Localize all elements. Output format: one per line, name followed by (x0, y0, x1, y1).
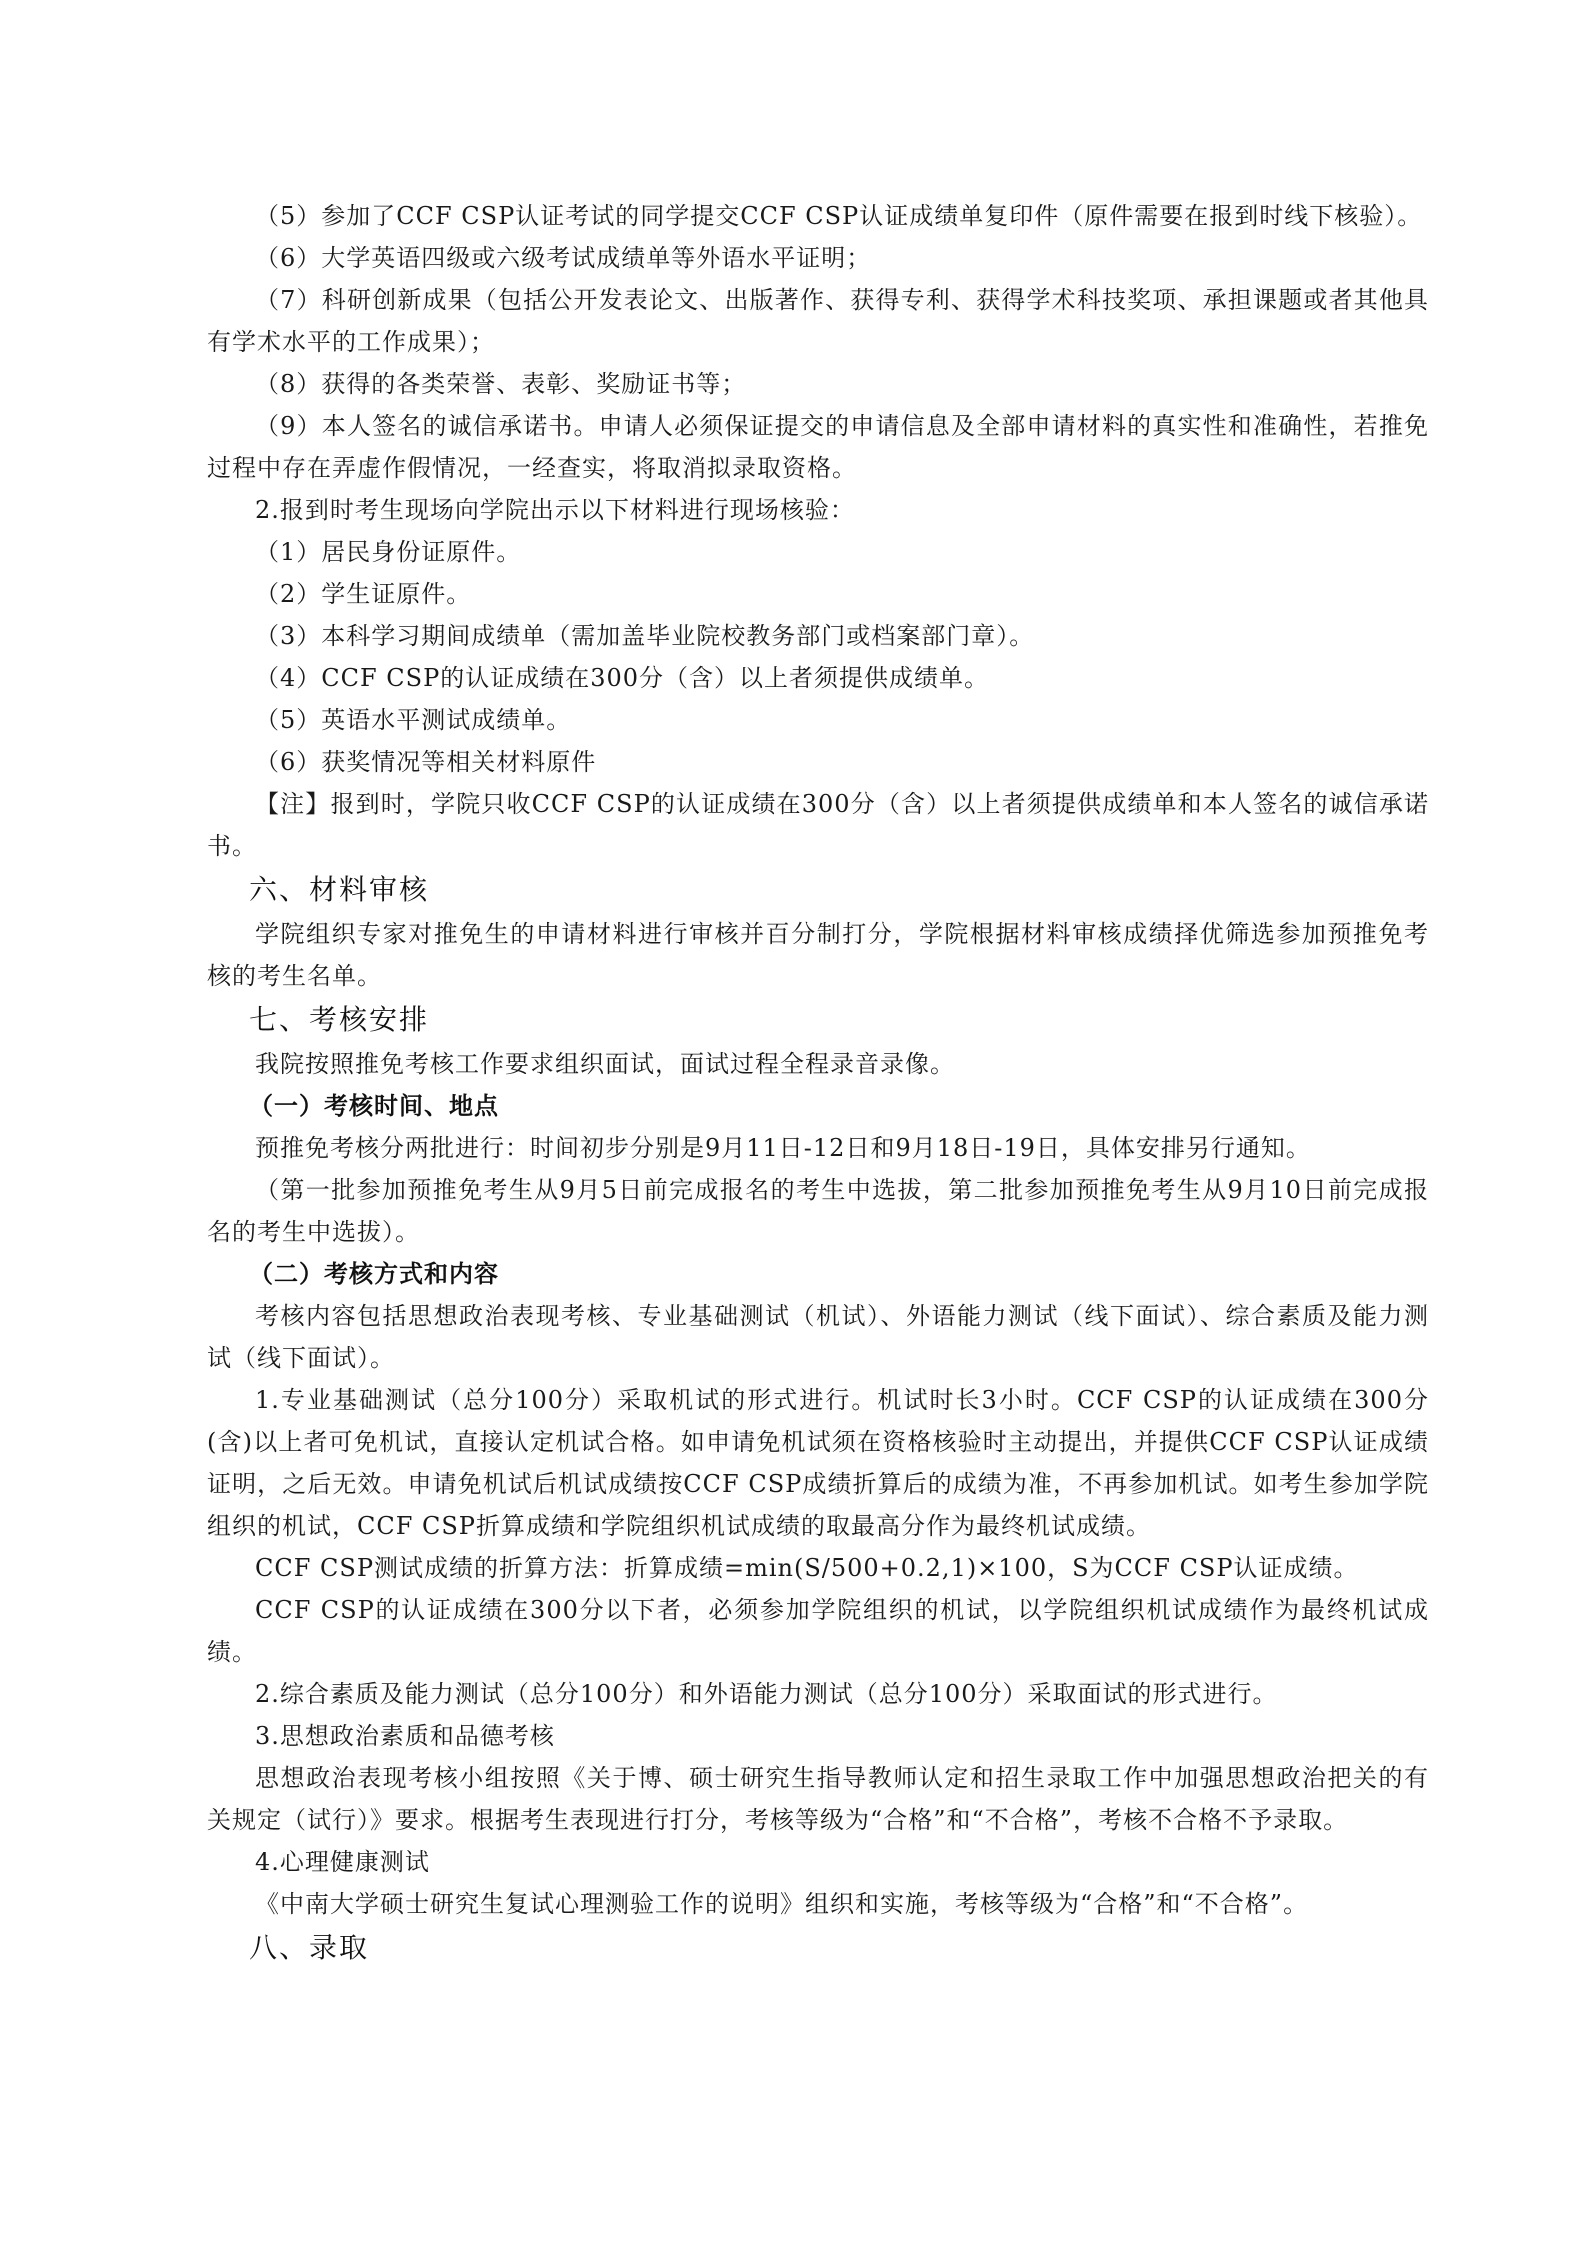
subsection-heading: （一）考核时间、地点 (249, 1092, 499, 1120)
paragraph: （3）本科学习期间成绩单（需加盖毕业院校教务部门或档案部门章）。 (255, 622, 1035, 650)
paragraph: （8）获得的各类荣誉、表彰、奖励证书等； (255, 370, 747, 398)
subsection-heading: （二）考核方式和内容 (249, 1260, 499, 1288)
paragraph: （第一批参加预推免考生从9月5日前完成报名的考生中选拔，第二批参加预推免考生从9月10日前完成报名的考生中选拔）。 (207, 1176, 1429, 1246)
paragraph: 1.专业基础测试（总分100分）采取机试的形式进行。机试时长3小时。CCF CSP的认证成绩在300分(含)以上者可免机试，直接认定机试合格。如申请免机试须在资格核验时主动提出，并提供CCF CSP认证成绩证明，之后无效。申请免机试后机试成绩按CCF CSP成绩折算后的成绩为准，不再参加机试。如考生参加学院组织的机试，CCF CSP折算成绩和学院组织机试成绩的取最高分作为最终机试成绩。 (207, 1386, 1429, 1540)
section-heading: 八、录取 (249, 1931, 370, 1964)
section-heading: 七、考核安排 (249, 1003, 430, 1036)
paragraph: （7）科研创新成果（包括公开发表论文、出版著作、获得专利、获得学术科技奖项、承担课题或者其他具有学术水平的工作成果）； (207, 286, 1429, 356)
section-heading: 六、材料审核 (249, 873, 430, 906)
paragraph: CCF CSP的认证成绩在300分以下者，必须参加学院组织的机试，以学院组织机试成绩作为最终机试成绩。 (207, 1596, 1429, 1666)
paragraph: 3.思想政治素质和品德考核 (255, 1722, 555, 1750)
paragraph: 4.心理健康测试 (255, 1848, 430, 1876)
paragraph: （5）参加了CCF CSP认证考试的同学提交CCF CSP认证成绩单复印件（原件需要在报到时线下核验）。 (255, 202, 1423, 230)
paragraph: CCF CSP测试成绩的折算方法：折算成绩=min(S/500+0.2,1)×100，S为CCF CSP认证成绩。 (255, 1554, 1359, 1582)
paragraph: （2）学生证原件。 (255, 580, 472, 608)
paragraph: 【注】报到时，学院只收CCF CSP的认证成绩在300分（含）以上者须提供成绩单和本人签名的诚信承诺书。 (207, 790, 1429, 860)
paragraph: （1）居民身份证原件。 (255, 538, 522, 566)
paragraph: 我院按照推免考核工作要求组织面试，面试过程全程录音录像。 (255, 1050, 955, 1078)
paragraph: （9）本人签名的诚信承诺书。申请人必须保证提交的申请信息及全部申请材料的真实性和准确性，若推免过程中存在弄虚作假情况，一经查实，将取消拟录取资格。 (207, 412, 1429, 482)
paragraph: 2.报到时考生现场向学院出示以下材料进行现场核验： (255, 496, 855, 524)
paragraph: （5）英语水平测试成绩单。 (255, 706, 572, 734)
paragraph: （4）CCF CSP的认证成绩在300分（含）以上者须提供成绩单。 (255, 664, 990, 692)
paragraph: 思想政治表现考核小组按照《关于博、硕士研究生指导教师认定和招生录取工作中加强思想政治把关的有关规定（试行）》要求。根据考生表现进行打分，考核等级为“合格”和“不合格”，考核不合格不予录取。 (207, 1764, 1429, 1834)
document-body (207, 195, 1429, 1971)
paragraph: 学院组织专家对推免生的申请材料进行审核并百分制打分，学院根据材料审核成绩择优筛选参加预推免考核的考生名单。 (207, 920, 1429, 990)
paragraph: 2.综合素质及能力测试（总分100分）和外语能力测试（总分100分）采取面试的形式进行。 (255, 1680, 1278, 1708)
paragraph: （6）获奖情况等相关材料原件 (255, 748, 597, 776)
paragraph: 预推免考核分两批进行：时间初步分别是9月11日-12日和9月18日-19日，具体安排另行通知。 (255, 1134, 1311, 1162)
paragraph: 《中南大学硕士研究生复试心理测验工作的说明》组织和实施，考核等级为“合格”和“不合格”。 (255, 1890, 1309, 1918)
paragraph: （6）大学英语四级或六级考试成绩单等外语水平证明； (255, 244, 872, 272)
paragraph: 考核内容包括思想政治表现考核、专业基础测试（机试）、外语能力测试（线下面试）、综合素质及能力测试（线下面试）。 (207, 1302, 1429, 1372)
